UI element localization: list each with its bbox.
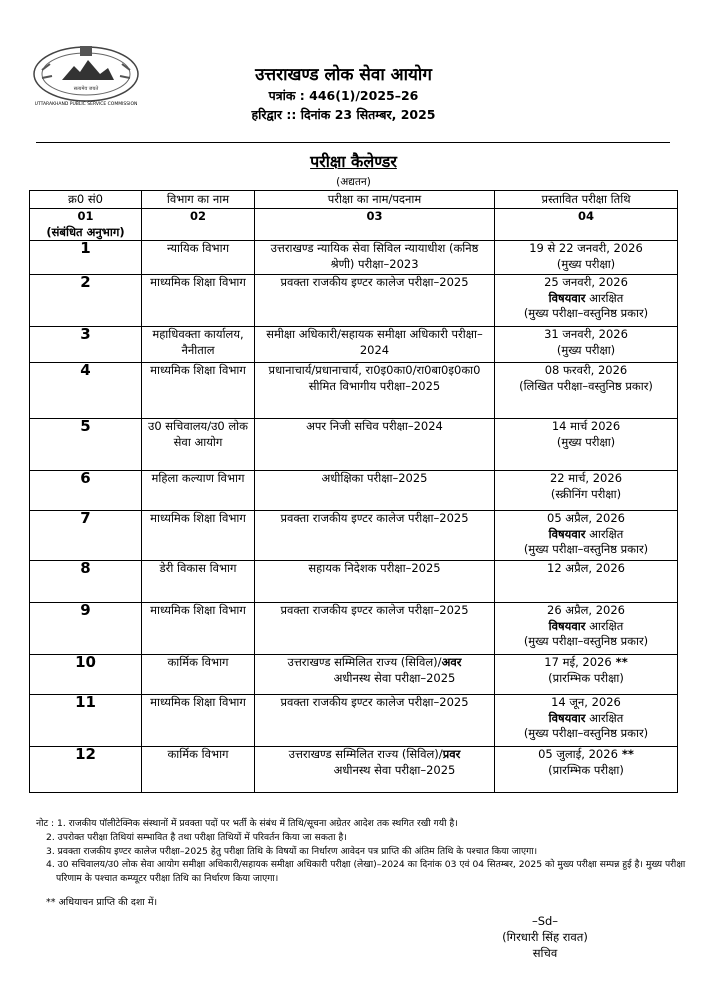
subject-wise-label: विषयवार <box>548 710 586 725</box>
department-cell: महाधिवक्ता कार्यालय, नैनीताल <box>142 327 255 363</box>
signature-block <box>470 913 620 961</box>
note-item: 3. प्रवक्ता राजकीय इण्टर कालेज परीक्षा–2025 हेतु परीक्षा तिथि के विषयों का निर्धारण आवेदन पत्र प्राप्ति की अंतिम तिथि के पश्चात किया जाएगा। <box>46 845 538 857</box>
header-department: विभाग का नाम <box>142 191 255 209</box>
letter-reference: पत्रांक : 446(1)/2025–26 <box>268 88 419 103</box>
serial-number: 10 <box>30 655 142 695</box>
column-number-cell: 04 <box>495 209 678 241</box>
serial-number: 9 <box>30 603 142 655</box>
signature-sd: –Sd– <box>531 914 559 928</box>
column-number-cell <box>30 209 142 241</box>
note-item: 4. उ0 सचिवालय/उ0 लोक सेवा आयोग समीक्षा अधिकारी/सहायक समीक्षा अधिकारी परीक्षा (लेखा)–2024 का दिनांक 03 एवं 04 सितम्बर, 2025 को मुख्य परीक्षा सम्पन्न हुई है। मुख्य परीक्षा परिणाम के पश्चात कम्प्यूटर परीक्षा तिथि का निर्धारण किया जाएगा। <box>46 859 686 885</box>
table-row <box>30 655 678 695</box>
exam-date: 17 मई, 2026 <box>544 655 612 669</box>
department-cell: न्यायिक विभाग <box>142 241 255 275</box>
table-row <box>30 561 678 603</box>
exam-name-cell: प्रवक्ता राजकीय इण्टर कालेज परीक्षा–2025 <box>255 275 495 327</box>
exam-date: 26 अप्रैल, 2026 <box>547 603 625 617</box>
serial-number: 7 <box>30 511 142 561</box>
department-cell: माध्यमिक शिक्षा विभाग <box>142 363 255 419</box>
page-title <box>0 150 707 172</box>
exam-date: 19 से 22 जनवरी, 2026 <box>529 241 643 255</box>
table-row <box>30 695 678 747</box>
department-cell: डेरी विकास विभाग <box>142 561 255 603</box>
serial-number: 6 <box>30 471 142 511</box>
table-row <box>30 419 678 471</box>
exam-type: (मुख्य परीक्षा) <box>556 256 616 271</box>
department-cell: माध्यमिक शिक्षा विभाग <box>142 603 255 655</box>
exam-date-cell <box>495 511 678 561</box>
serial-number: 8 <box>30 561 142 603</box>
exam-date: 22 मार्च, 2026 <box>549 471 623 485</box>
table-row <box>30 275 678 327</box>
exam-type: (मुख्य परीक्षा–वस्तुनिष्ठ प्रकार) <box>523 726 649 740</box>
star-mark: ** <box>611 655 628 669</box>
serial-number: 11 <box>30 695 142 747</box>
notes-section <box>36 817 686 886</box>
serial-number: 3 <box>30 327 142 363</box>
column-number-cell: 02 <box>142 209 255 241</box>
svg-text:सत्यमेव जयते: सत्यमेव जयते <box>73 86 99 92</box>
signatory-designation: सचिव <box>532 946 558 960</box>
department-cell: माध्यमिक शिक्षा विभाग <box>142 511 255 561</box>
exam-date: 25 जनवरी, 2026 <box>544 275 628 289</box>
subject-wise-label: विषयवार <box>548 618 586 633</box>
exam-date-cell <box>495 747 678 793</box>
table-row <box>30 603 678 655</box>
department-cell: महिला कल्याण विभाग <box>142 471 255 511</box>
logo-caption: UTTARAKHAND PUBLIC SERVICE COMMISSION <box>34 102 138 107</box>
exam-date: 14 जून, 2026 <box>551 695 621 709</box>
note-text: 1. राजकीय पॉलीटेक्निक संस्थानों में प्रवक्ता पदों पर भर्ती के संबंध में तिथि/सूचना अग्रेतर आदेश तक स्थगित रखी गयी है। <box>57 818 458 829</box>
col-number: 01 <box>77 209 94 223</box>
exam-date-cell <box>495 471 678 511</box>
header-divider <box>36 142 670 143</box>
table-row <box>30 471 678 511</box>
department-cell: माध्यमिक शिक्षा विभाग <box>142 695 255 747</box>
subject-wise-label: विषयवार <box>548 526 586 541</box>
exam-name-cell: प्रवक्ता राजकीय इण्टर कालेज परीक्षा–2025 <box>255 511 495 561</box>
exam-date: 31 जनवरी, 2026 <box>544 327 628 341</box>
exam-date: 08 फरवरी, 2026 <box>544 363 628 377</box>
serial-number: 2 <box>30 275 142 327</box>
table-header-row <box>30 191 678 209</box>
exam-name-cell: उत्तराखण्ड न्यायिक सेवा सिविल न्यायाधीश (कनिष्ठ श्रेणी) परीक्षा–2023 <box>255 241 495 275</box>
exam-type: (मुख्य परीक्षा) <box>556 434 616 449</box>
exam-name-cell: अपर निजी सचिव परीक्षा–2024 <box>255 419 495 471</box>
exam-date: 05 अप्रैल, 2026 <box>547 511 625 525</box>
exam-name-cell <box>255 655 495 695</box>
exam-name-cell: प्रधानाचार्य/प्रधानाचार्य, रा0इ0का0/रा0बा0इ0का0 सीमित विभागीय परीक्षा–2025 <box>255 363 495 419</box>
table-row <box>30 241 678 275</box>
star-mark: ** <box>617 747 634 761</box>
exam-date-cell <box>495 695 678 747</box>
exam-name-cell: अधीक्षिका परीक्षा–2025 <box>255 471 495 511</box>
exam-type: (स्क्रीनिंग परीक्षा) <box>550 486 622 501</box>
serial-number: 5 <box>30 419 142 471</box>
exam-type: (लिखित परीक्षा–वस्तुनिष्ठ प्रकार) <box>519 378 653 393</box>
exam-date-cell <box>495 603 678 655</box>
star-note: ** अधियाचन प्राप्ति की दशा में। <box>46 897 158 908</box>
reserved-label: आरक्षित <box>585 618 624 633</box>
exam-type: (मुख्य परीक्षा–वस्तुनिष्ठ प्रकार) <box>523 542 649 556</box>
exam-date-cell <box>495 655 678 695</box>
exam-type: (प्रारम्भिक परीक्षा) <box>548 670 624 685</box>
header-exam-date: प्रस्तावित परीक्षा तिथि <box>495 191 678 209</box>
note-item <box>36 817 686 831</box>
organisation-name: उत्तराखण्ड लोक सेवा आयोग <box>255 65 432 85</box>
department-cell: कार्मिक विभाग <box>142 655 255 695</box>
reserved-label: आरक्षित <box>585 710 624 725</box>
exam-name-part: उत्तराखण्ड सम्मिलित राज्य (सिविल)/ <box>288 747 443 761</box>
page-title-text: परीक्षा कैलेण्डर <box>310 152 397 171</box>
place-and-date: हरिद्वार :: दिनांक 23 सितम्बर, 2025 <box>251 107 436 122</box>
exam-date: 12 अप्रैल, 2026 <box>547 561 625 575</box>
col-note: (संबंधित अनुभाग) <box>46 224 125 239</box>
exam-grade: अवर <box>441 655 462 669</box>
exam-name-cell <box>255 747 495 793</box>
column-number-cell: 03 <box>255 209 495 241</box>
exam-date: 14 मार्च 2026 <box>551 419 621 433</box>
exam-name-cell: समीक्षा अधिकारी/सहायक समीक्षा अधिकारी परीक्षा–2024 <box>255 327 495 363</box>
exam-name-cell: प्रवक्ता राजकीय इण्टर कालेज परीक्षा–2025 <box>255 695 495 747</box>
exam-type: (प्रारम्भिक परीक्षा) <box>548 762 624 777</box>
table-row <box>30 747 678 793</box>
exam-name-part: अधीनस्थ सेवा परीक्षा–2025 <box>333 670 456 685</box>
exam-date: 05 जुलाई, 2026 <box>538 747 618 761</box>
exam-type: (मुख्य परीक्षा–वस्तुनिष्ठ प्रकार) <box>523 634 649 648</box>
table-row <box>30 511 678 561</box>
department-cell: कार्मिक विभाग <box>142 747 255 793</box>
header-serial: क्र0 सं0 <box>30 191 142 209</box>
exam-type: (मुख्य परीक्षा–वस्तुनिष्ठ प्रकार) <box>523 306 649 320</box>
reserved-label: आरक्षित <box>585 526 624 541</box>
exam-name-cell: प्रवक्ता राजकीय इण्टर कालेज परीक्षा–2025 <box>255 603 495 655</box>
exam-date-cell <box>495 327 678 363</box>
table-row <box>30 327 678 363</box>
exam-date-cell <box>495 561 678 603</box>
signatory-name: (गिरधारी सिंह रावत) <box>502 930 588 944</box>
department-cell: माध्यमिक शिक्षा विभाग <box>142 275 255 327</box>
exam-date-cell <box>495 241 678 275</box>
exam-calendar-table <box>29 190 678 793</box>
exam-grade: प्रवर <box>442 747 461 761</box>
serial-number: 4 <box>30 363 142 419</box>
page-subtitle: (अद्यतन) <box>336 176 371 188</box>
exam-name-part: उत्तराखण्ड सम्मिलित राज्य (सिविल)/ <box>287 655 442 669</box>
table-row <box>30 363 678 419</box>
column-number-row <box>30 209 678 241</box>
note-item: 2. उपरोक्त परीक्षा तिथियां सम्भावित है तथा परीक्षा तिथियों में परिवर्तन किया जा सकता है। <box>46 831 347 843</box>
exam-name-cell: सहायक निदेशक परीक्षा–2025 <box>255 561 495 603</box>
notes-label: नोट : <box>36 818 55 829</box>
header-exam-name: परीक्षा का नाम/पदनाम <box>255 191 495 209</box>
subject-wise-label: विषयवार <box>548 290 586 305</box>
department-cell: उ0 सचिवालय/उ0 लोक सेवा आयोग <box>142 419 255 471</box>
reserved-label: आरक्षित <box>585 290 624 305</box>
serial-number: 1 <box>30 241 142 275</box>
serial-number: 12 <box>30 747 142 793</box>
exam-date-cell <box>495 275 678 327</box>
exam-type: (मुख्य परीक्षा) <box>556 342 616 357</box>
exam-date-cell <box>495 419 678 471</box>
exam-date-cell <box>495 363 678 419</box>
exam-name-part: अधीनस्थ सेवा परीक्षा–2025 <box>333 762 456 777</box>
